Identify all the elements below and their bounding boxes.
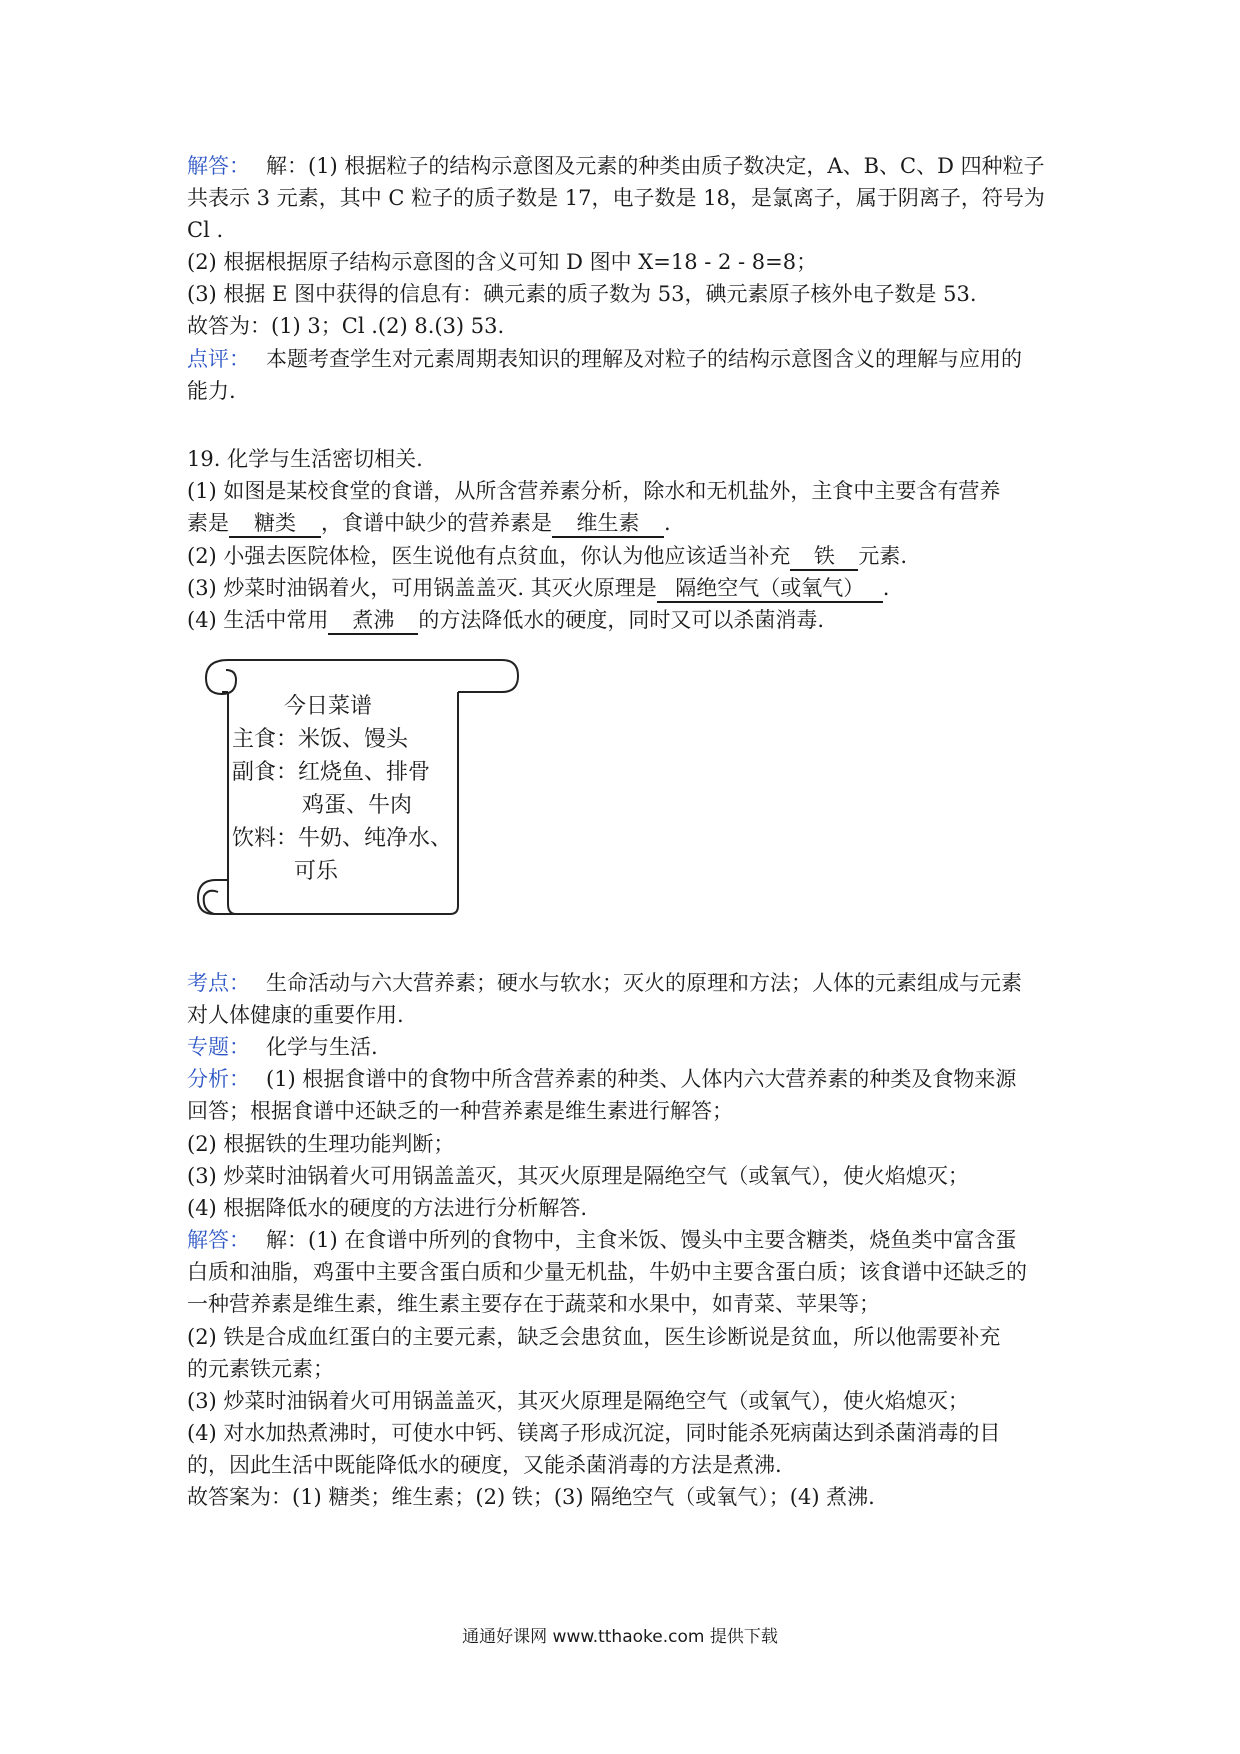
fenxi-line xyxy=(187,1063,1067,1095)
menu-row: 副食：红烧鱼、排骨 xyxy=(232,760,431,785)
fenxi-text: (1) 根据食谱中的食物中所含营养素的种类、人体内六大营养素的种类及食物来源 xyxy=(266,1067,1017,1091)
jieda-summary: 故答案为：(1) 糖类；维生素；(2) 铁；(3) 隔绝空气（或氧气）；(4) 煮沸. xyxy=(187,1485,875,1509)
question-text: (4) 生活中常用 xyxy=(187,608,329,632)
menu-title: 今日菜谱 xyxy=(284,694,373,719)
comment-text: 本题考查学生对元素周期表知识的理解及对粒子的结构示意图含义的理解与应用的 xyxy=(266,347,1022,371)
menu-row: 可乐 xyxy=(294,859,339,884)
jieda-line: 白质和油脂，鸡蛋中主要含蛋白质和少量无机盐，牛奶中主要含蛋白质；该食谱中还缺乏的 xyxy=(187,1260,1027,1284)
question-text: ，食谱中缺少的营养素是 xyxy=(321,511,552,535)
fenxi-line: (3) 炒菜时油锅着火可用锅盖盖灭，其灭火原理是隔绝空气（或氧气），使火焰熄灭； xyxy=(187,1164,969,1188)
kaodian-label: 考点： xyxy=(187,971,250,995)
jieda-line xyxy=(187,1224,1067,1256)
fenxi-line: (2) 根据铁的生理功能判断； xyxy=(187,1132,455,1156)
question-text: 的方法降低水的硬度，同时又可以杀菌消毒. xyxy=(418,608,825,632)
zhuanti-text: 化学与生活. xyxy=(266,1035,378,1059)
question-text: (3) 炒菜时油锅着火，可用锅盖盖灭. 其灭火原理是 xyxy=(187,576,657,600)
jieda-label: 解答： xyxy=(187,1228,250,1252)
kaodian-line xyxy=(187,967,1067,999)
answer-text: 解：(1) 根据粒子的结构示意图及元素的种类由质子数决定，A、B、C、D 四种粒子 xyxy=(266,154,1045,178)
question-part xyxy=(187,507,1067,539)
jieda-line: (3) 炒菜时油锅着火可用锅盖盖灭，其灭火原理是隔绝空气（或氧气），使火焰熄灭； xyxy=(187,1389,969,1413)
answer-blank: 维生素 xyxy=(552,510,664,538)
zhuanti-line xyxy=(187,1031,1067,1063)
menu-row: 主食：米饭、馒头 xyxy=(232,727,409,752)
question-part xyxy=(187,540,1067,572)
zhuanti-label: 专题： xyxy=(187,1035,250,1059)
jieda-line: 一种营养素是维生素，维生素主要存在于蔬菜和水果中，如青菜、苹果等； xyxy=(187,1292,880,1316)
fenxi-line: 回答；根据食谱中还缺乏的一种营养素是维生素进行解答； xyxy=(187,1099,733,1123)
jieda-line: 的，因此生活中既能降低水的硬度，又能杀菌消毒的方法是煮沸. xyxy=(187,1453,782,1477)
question-part xyxy=(187,604,1067,636)
question-text: . xyxy=(664,511,671,535)
kaodian-line: 对人体健康的重要作用. xyxy=(187,1003,404,1027)
answer-summary: 故答为：(1) 3；Cl .(2) 8.(3) 53. xyxy=(187,314,505,338)
menu-row: 鸡蛋、牛肉 xyxy=(302,793,413,818)
question-text: 元素. xyxy=(858,544,908,568)
jieda-line: (4) 对水加热煮沸时，可使水中钙、镁离子形成沉淀，同时能杀死病菌达到杀菌消毒的目 xyxy=(187,1421,1001,1445)
kaodian-text: 生命活动与六大营养素；硬水与软水；灭火的原理和方法；人体的元素组成与元素 xyxy=(266,971,1022,995)
answer-label: 解答： xyxy=(187,154,250,178)
answer-line: (3) 根据 E 图中获得的信息有：碘元素的质子数为 53，碘元素原子核外电子数是 53. xyxy=(187,282,977,306)
fenxi-line: (4) 根据降低水的硬度的方法进行分析解答. xyxy=(187,1196,588,1220)
answer-blank: 煮沸 xyxy=(328,607,418,635)
question-part xyxy=(187,572,1067,604)
jieda-text: 解：(1) 在食谱中所列的食物中，主食米饭、馒头中主要含糖类，烧鱼类中富含蛋 xyxy=(266,1228,1017,1252)
answer-line xyxy=(187,150,1067,182)
answer-blank: 糖类 xyxy=(229,510,321,538)
answer-line: Cl . xyxy=(187,218,224,242)
page-footer: 通通好课网 www.tthaoke.com 提供下载 xyxy=(462,1627,778,1647)
question-title: 19. 化学与生活密切相关. xyxy=(187,447,423,471)
fenxi-label: 分析： xyxy=(187,1067,250,1091)
answer-blank: 隔绝空气（或氧气） xyxy=(657,575,883,603)
question-text: 素是 xyxy=(187,511,229,535)
comment-line: 能力. xyxy=(187,379,236,403)
answer-blank: 铁 xyxy=(790,543,858,571)
jieda-line: (2) 铁是合成血红蛋白的主要元素，缺乏会患贫血，医生诊断说是贫血，所以他需要补充 xyxy=(187,1325,1001,1349)
menu-row: 饮料：牛奶、纯净水、 xyxy=(232,826,453,851)
question-text: (2) 小强去医院体检，医生说他有点贫血，你认为他应该适当补充 xyxy=(187,544,791,568)
question-part: (1) 如图是某校食堂的食谱，从所含营养素分析，除水和无机盐外，主食中主要含有营养 xyxy=(187,479,1001,503)
answer-line: 共表示 3 元素，其中 C 粒子的质子数是 17，电子数是 18，是氯离子，属于阴离子，符号为 xyxy=(187,186,1045,210)
jieda-line: 的元素铁元素； xyxy=(187,1357,334,1381)
question-text: . xyxy=(882,576,890,600)
menu-content xyxy=(232,690,472,888)
comment-line xyxy=(187,343,1067,375)
comment-label: 点评： xyxy=(187,347,250,371)
answer-line: (2) 根据根据原子结构示意图的含义可知 D 图中 X=18 - 2 - 8=8； xyxy=(187,250,818,274)
